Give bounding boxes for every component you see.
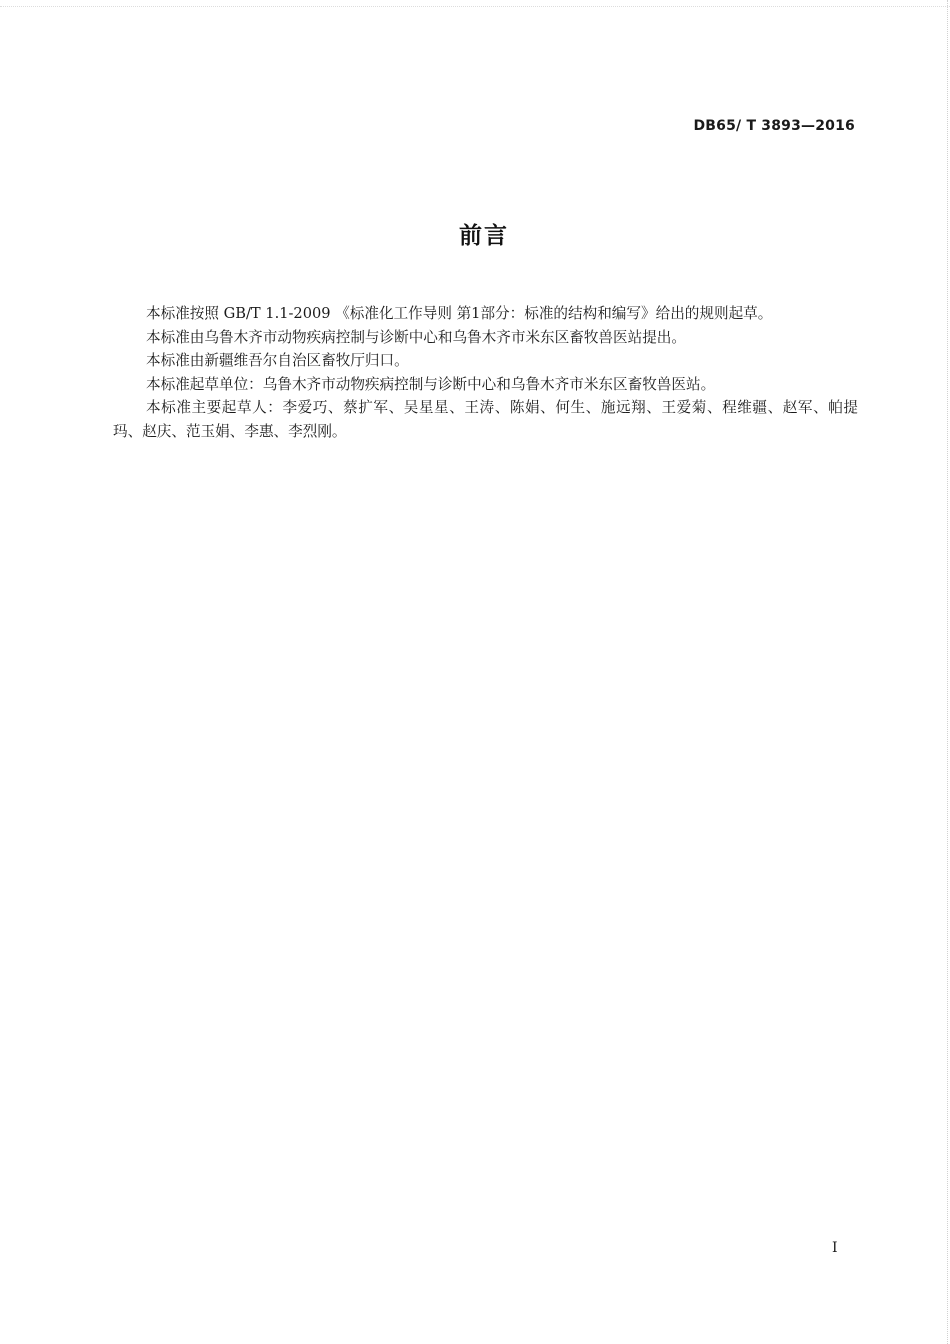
foreword-body (113, 302, 858, 444)
document-number: DB65/ T 3893—2016 (693, 118, 855, 134)
paragraph-proposer: 本标准由乌鲁木齐市动物疾病控制与诊断中心和乌鲁木齐市米东区畜牧兽医站提出。 (146, 328, 686, 346)
paragraph-drafters: 本标准主要起草人：李爱巧、蔡扩军、吴星星、王涛、陈娟、何生、施远翔、王爱菊、程维疆、赵军、帕提玛、赵庆、范玉娟、李惠、李烈刚。 (113, 399, 858, 440)
paragraph-drafting-rules: 本标准按照 GB/T 1.1-2009 《标准化工作导则 第1部分：标准的结构和编写》给出的规则起草。 (146, 305, 773, 322)
page-number: I (832, 1240, 838, 1256)
page-title: 前言 (459, 223, 509, 249)
paragraph-drafting-units: 本标准起草单位：乌鲁木齐市动物疾病控制与诊断中心和乌鲁木齐市米东区畜牧兽医站。 (146, 375, 716, 393)
paragraph-administration: 本标准由新疆维吾尔自治区畜牧厅归口。 (146, 352, 409, 370)
scan-artifact-right (946, 0, 948, 1344)
scan-artifact-top (0, 0, 950, 7)
